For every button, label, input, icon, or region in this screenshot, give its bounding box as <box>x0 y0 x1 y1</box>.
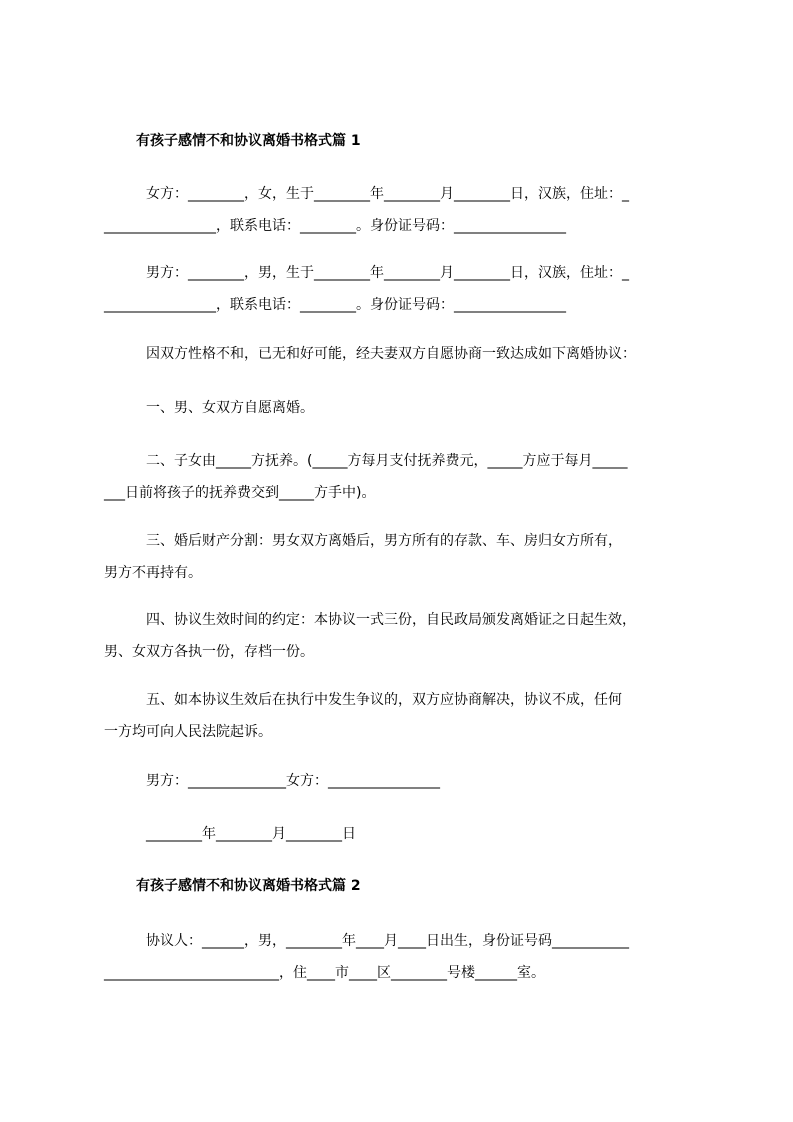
intro-paragraph <box>104 344 704 376</box>
clause-3-line-1: 三、婚后财产分割：男女双方离婚后，男方所有的存款、车、房归女方所有， <box>146 533 622 549</box>
section-heading-2: 有孩子感情不和协议离婚书格式篇 2 <box>136 878 361 894</box>
clause-1-paragraph <box>104 398 704 430</box>
party-line-1: 协议人：______，男，________年____月____日出生，身份证号码___________ <box>146 933 629 949</box>
clause-5-line-2: 一方均可向人民法院起诉。 <box>104 724 272 740</box>
signature-line: 男方：______________女方：________________ <box>146 773 440 789</box>
intro-line: 因双方性格不和，已无和好可能，经夫妻双方自愿协商一致达成如下离婚协议： <box>146 346 636 362</box>
date-paragraph <box>104 824 704 856</box>
male-party-line-2: ________________，联系电话：________。身份证号码：________________ <box>104 297 566 313</box>
clause-4-line-1: 四、协议生效时间的约定：本协议一式三份，自民政局颁发离婚证之日起生效， <box>146 612 636 628</box>
clause-1-line: 一、男、女双方自愿离婚。 <box>146 400 314 416</box>
party-line-2: _________________________，住____市____区________号楼______室。 <box>104 965 545 981</box>
female-party-line-2: ________________，联系电话：________。身份证号码：________________ <box>104 218 566 234</box>
clause-3-line-2: 男方不再持有。 <box>104 565 202 581</box>
date-line: ________年________月________日 <box>146 826 356 842</box>
clause-5-line-1: 五、如本协议生效后在执行中发生争议的，双方应协商解决，协议不成，任何 <box>146 692 622 708</box>
male-party-line-1: 男方：________，男，生于________年________月________日，汉族，住址：_ <box>146 265 629 281</box>
clause-2-line-1: 二、子女由_____方抚养。(_____方每月支付抚养费元，_____方应于每月_____ <box>146 453 628 469</box>
clause-4-paragraph <box>104 610 704 674</box>
party-paragraph <box>104 931 704 995</box>
clause-2-paragraph <box>104 451 704 515</box>
clause-2-line-2: ___日前将孩子的抚养费交到_____方手中)。 <box>104 485 376 501</box>
signature-paragraph <box>104 771 704 803</box>
male-party-paragraph <box>104 263 704 327</box>
female-party-line-1: 女方：________，女，生于________年________月________日，汉族，住址：_ <box>146 186 629 202</box>
female-party-paragraph <box>104 184 704 248</box>
section-heading-1: 有孩子感情不和协议离婚书格式篇 1 <box>136 133 361 149</box>
clause-3-paragraph <box>104 531 704 595</box>
clause-4-line-2: 男、女双方各执一份，存档一份。 <box>104 644 314 660</box>
clause-5-paragraph <box>104 690 704 754</box>
